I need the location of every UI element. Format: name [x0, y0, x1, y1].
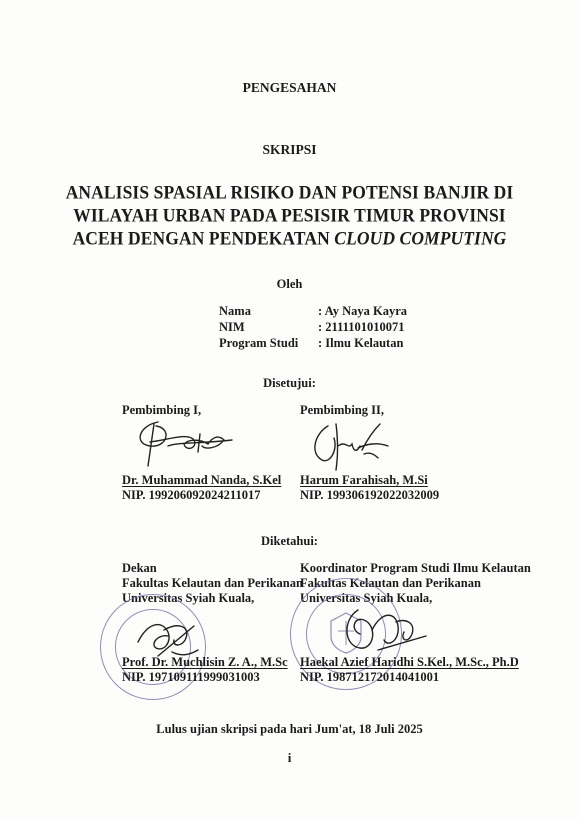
coordinator-faculty: Fakultas Kelautan dan Perikanan — [300, 576, 481, 590]
dean-university: Universitas Syiah Kuala, — [122, 591, 255, 605]
thesis-title-line-3-plain: ACEH DENGAN PENDEKATAN — [72, 227, 335, 249]
supervisor-2-name: Harum Farahisah, M.Si — [300, 473, 428, 487]
supervisor-2-role: Pembimbing II, — [300, 403, 385, 417]
thesis-title-line-2: WILAYAH URBAN PADA PESISIR TIMUR PROVINSI — [73, 204, 506, 226]
dean-role: Dekan — [122, 561, 157, 575]
supervisor-2-signature — [308, 420, 398, 472]
thesis-title-line-3 — [0, 227, 579, 250]
page-heading: PENGESAHAN — [242, 80, 337, 95]
by-label: Oleh — [276, 277, 303, 291]
author-nim-label: NIM — [219, 320, 245, 334]
coordinator-signature — [338, 600, 438, 660]
exam-date: Lulus ujian skripsi pada hari Jum'at, 18 Juli 2025 — [156, 722, 423, 736]
coordinator-role: Koordinator Program Studi Ilmu Kelautan — [300, 561, 531, 575]
author-program-label: Program Studi — [219, 336, 299, 350]
page-number: i — [287, 750, 292, 765]
supervisor-1-signature — [128, 418, 238, 468]
supervisor-1-nip: NIP. 199206092024211017 — [122, 488, 261, 502]
dean-faculty: Fakultas Kelautan dan Perikanan — [122, 576, 303, 590]
coordinator-name: Haekal Azief Haridhi S.Kel., M.Sc., Ph.D — [300, 655, 519, 669]
author-program-value: : Ilmu Kelautan — [318, 336, 404, 350]
author-name-value: : Ay Naya Kayra — [318, 304, 407, 318]
thesis-title-line-3-italic: CLOUD COMPUTING — [334, 227, 507, 249]
author-nim-value: : 2111101010071 — [318, 320, 405, 334]
dean-name: Prof. Dr. Muchlisin Z. A., M.Sc — [122, 655, 288, 669]
author-name-label: Nama — [219, 304, 251, 318]
coordinator-university: Universitas Syiah Kuala, — [300, 591, 433, 605]
supervisor-1-name: Dr. Muhammad Nanda, S.Kel — [122, 473, 282, 487]
supervisor-1-role: Pembimbing I, — [122, 403, 202, 417]
thesis-title-line-1: ANALISIS SPASIAL RISIKO DAN POTENSI BANJIR DI — [65, 181, 514, 203]
supervisor-2-nip: NIP. 199306192022032009 — [300, 488, 440, 502]
document-type: SKRIPSI — [262, 142, 317, 157]
approved-label: Disetujui: — [263, 376, 316, 390]
dean-nip: NIP. 197109111999031003 — [122, 670, 260, 684]
acknowledged-label: Diketahui: — [261, 534, 318, 548]
coordinator-nip: NIP. 198712172014041001 — [300, 670, 440, 684]
